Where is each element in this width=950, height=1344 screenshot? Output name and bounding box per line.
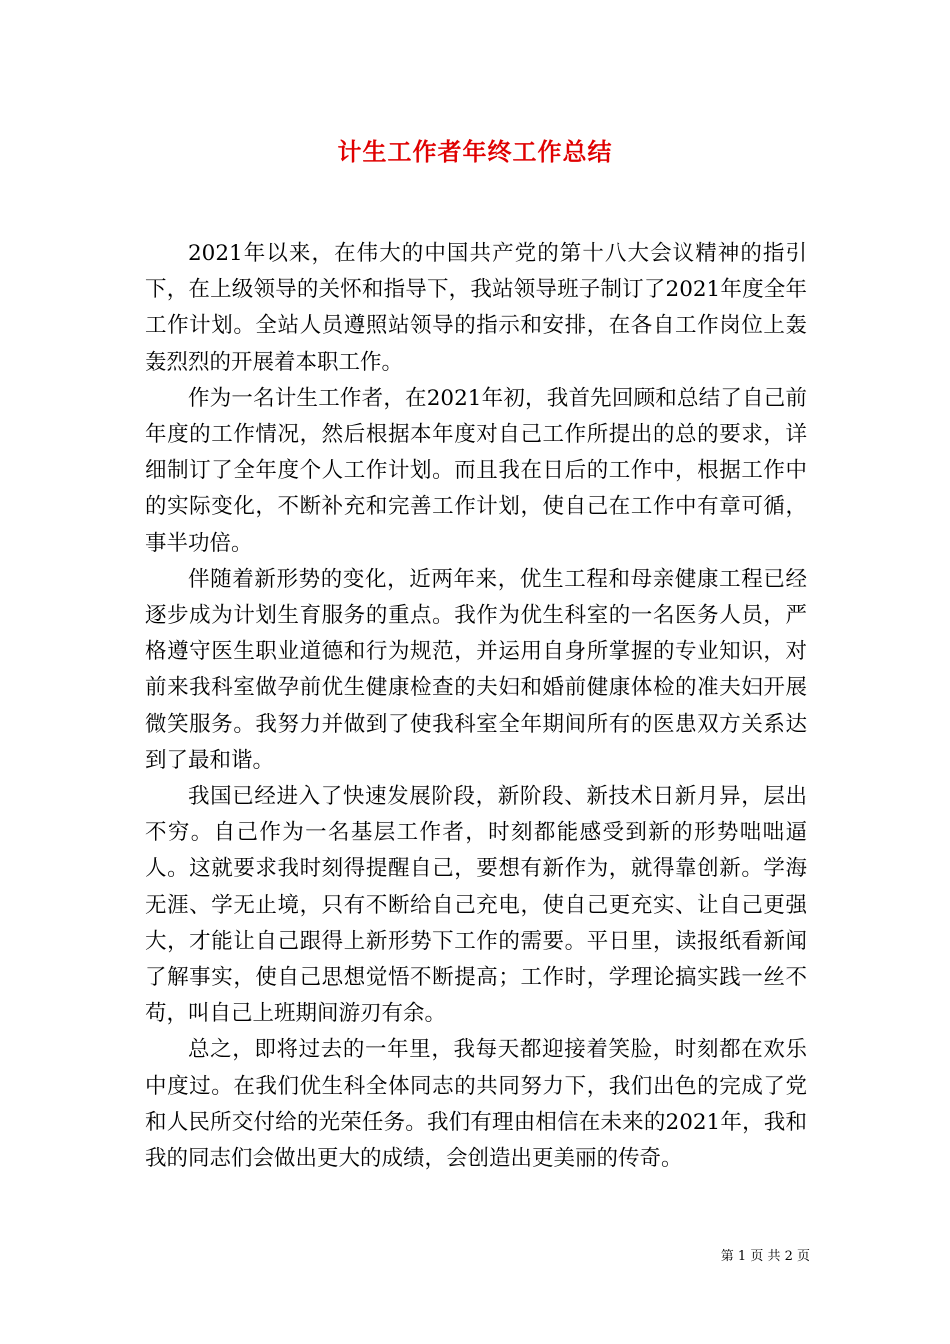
document-title: 计生工作者年终工作总结 xyxy=(337,137,613,166)
paragraph-1: 2021年以来，在伟大的中国共产党的第十八大会议精神的指引下，在上级领导的关怀和指导下，我站领导班子制订了2021年度全年工作计划。全站人员遵照站领导的指示和安排，在各自工作岗位上轰轰烈烈的开展着本职工作。 xyxy=(145,241,807,375)
paragraph-2: 作为一名计生工作者，在2021年初，我首先回顾和总结了自己前年度的工作情况，然后根据本年度对自己工作所提出的总的要求，详细制订了全年度个人工作计划。而且我在日后的工作中，根据工作中的实际变化，不断补充和完善工作计划，使自己在工作中有章可循，事半功倍。 xyxy=(145,385,807,556)
paragraph-4: 我国已经进入了快速发展阶段，新阶段、新技术日新月异，层出不穷。自己作为一名基层工作者，时刻都能感受到新的形势咄咄逼人。这就要求我时刻得提醒自己，要想有新作为，就得靠创新。学海无涯、学无止境，只有不断给自己充电，使自己更充实、让自己更强大，才能让自己跟得上新形势下工作的需要。平日里，读报纸看新闻了解事实，使自己思想觉悟不断提高；工作时，学理论搞实践一丝不苟，叫自己上班期间游刃有余。 xyxy=(145,784,807,1027)
paragraph-3: 伴随着新形势的变化，近两年来，优生工程和母亲健康工程已经逐步成为计划生育服务的重点。我作为优生科室的一名医务人员，严格遵守医生职业道德和行为规范，并运用自身所掌握的专业知识，对前来我科室做孕前优生健康检查的夫妇和婚前健康体检的准夫妇开展微笑服务。我努力并做到了使我科室全年期间所有的医患双方关系达到了最和谐。 xyxy=(145,566,807,773)
document-body xyxy=(145,236,807,1177)
paragraph-5: 总之，即将过去的一年里，我每天都迎接着笑脸，时刻都在欢乐中度过。在我们优生科全体同志的共同努力下，我们出色的完成了党和人民所交付给的光荣任务。我们有理由相信在未来的2021年，我和我的同志们会做出更大的成绩，会创造出更美丽的传奇。 xyxy=(145,1037,807,1172)
page-number: 第 1 页 共 2 页 xyxy=(720,1249,810,1264)
